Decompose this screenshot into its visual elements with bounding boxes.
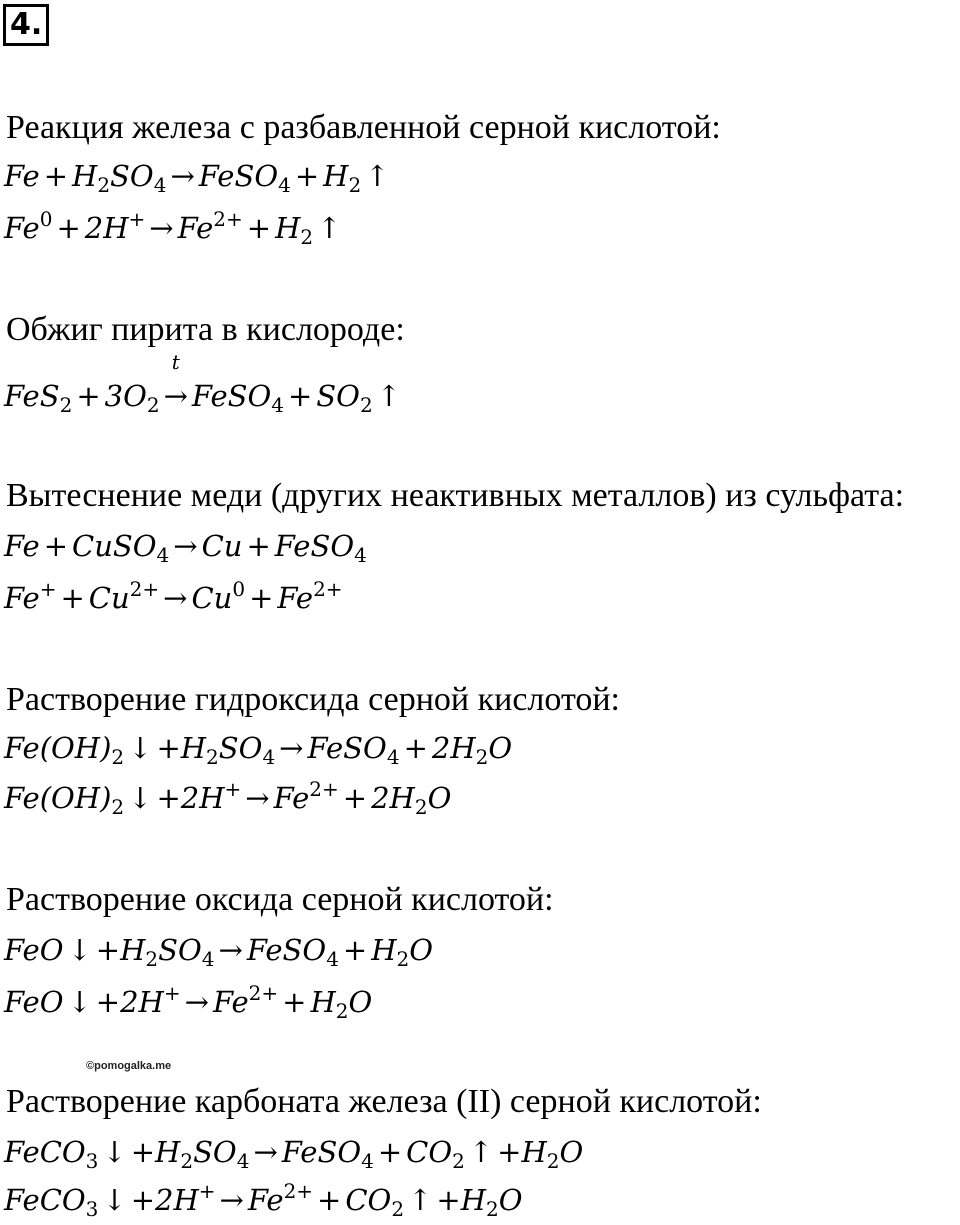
- section-heading-pyrite: Обжиг пирита в кислороде:: [6, 311, 405, 348]
- section-heading-iron-acid: Реакция железа с разбавленной серной кислотой:: [6, 109, 721, 146]
- equation-ionic: FeCO$_3$ ↓ $+2H^+ \to Fe^{2+} + CO_2$ ↑ $+H_2O$: [4, 1179, 523, 1221]
- equation-ionic: $Fe(OH)_2$ ↓ $+2H^+ \to Fe^{2+} + 2H_2O$: [4, 777, 452, 819]
- section-heading-hydroxide: Растворение гидроксида серной кислотой:: [6, 681, 620, 718]
- section-heading-carbonate: Растворение карбоната железа (II) серной кислотой:: [6, 1083, 762, 1120]
- section-heading-oxide: Растворение оксида серной кислотой:: [6, 881, 554, 918]
- equation-ionic: $Fe^0 + 2H^+ \to Fe^{2+} + H_2$ ↑: [4, 207, 342, 249]
- equation-molecular: $FeS_2 + 3O_2$ t → FeSO$_4$ + $SO_2$ ↑: [4, 350, 401, 417]
- equation-ionic: FeO ↓ $+2H^+ \to Fe^{2+} + H_2O$: [4, 981, 373, 1023]
- equation-molecular: $Fe(OH)_2$ ↓ $+H_2SO_4$ → FeSO$_4$ + $2H_2O$: [4, 731, 513, 769]
- equation-molecular: $Fe + H_2SO_4$ → FeSO$_4$ + $H_2$ ↑: [4, 159, 390, 197]
- equation-ionic: $Fe^+ + Cu^{2+} \to Cu^0 + Fe^{2+}$: [4, 577, 343, 615]
- section-heading-copper-displacement: Вытеснение меди (других неактивных металлов) из сульфата:: [6, 477, 905, 514]
- equation-molecular: FeO ↓ $+H_2SO_4$ → FeSO$_4$ + $H_2O$: [4, 933, 434, 971]
- watermark: ©pomogalka.me: [86, 1060, 172, 1072]
- equation-molecular: Fe + CuSO$_4$ → Cu + FeSO$_4$: [4, 529, 367, 567]
- task-number-box: 4.: [3, 4, 49, 46]
- condition-temperature: t: [171, 350, 180, 374]
- equation-molecular: FeCO$_3$ ↓ $+H_2SO_4$ → FeSO$_4$ + $CO_2$ ↑ $+H_2O$: [4, 1135, 584, 1173]
